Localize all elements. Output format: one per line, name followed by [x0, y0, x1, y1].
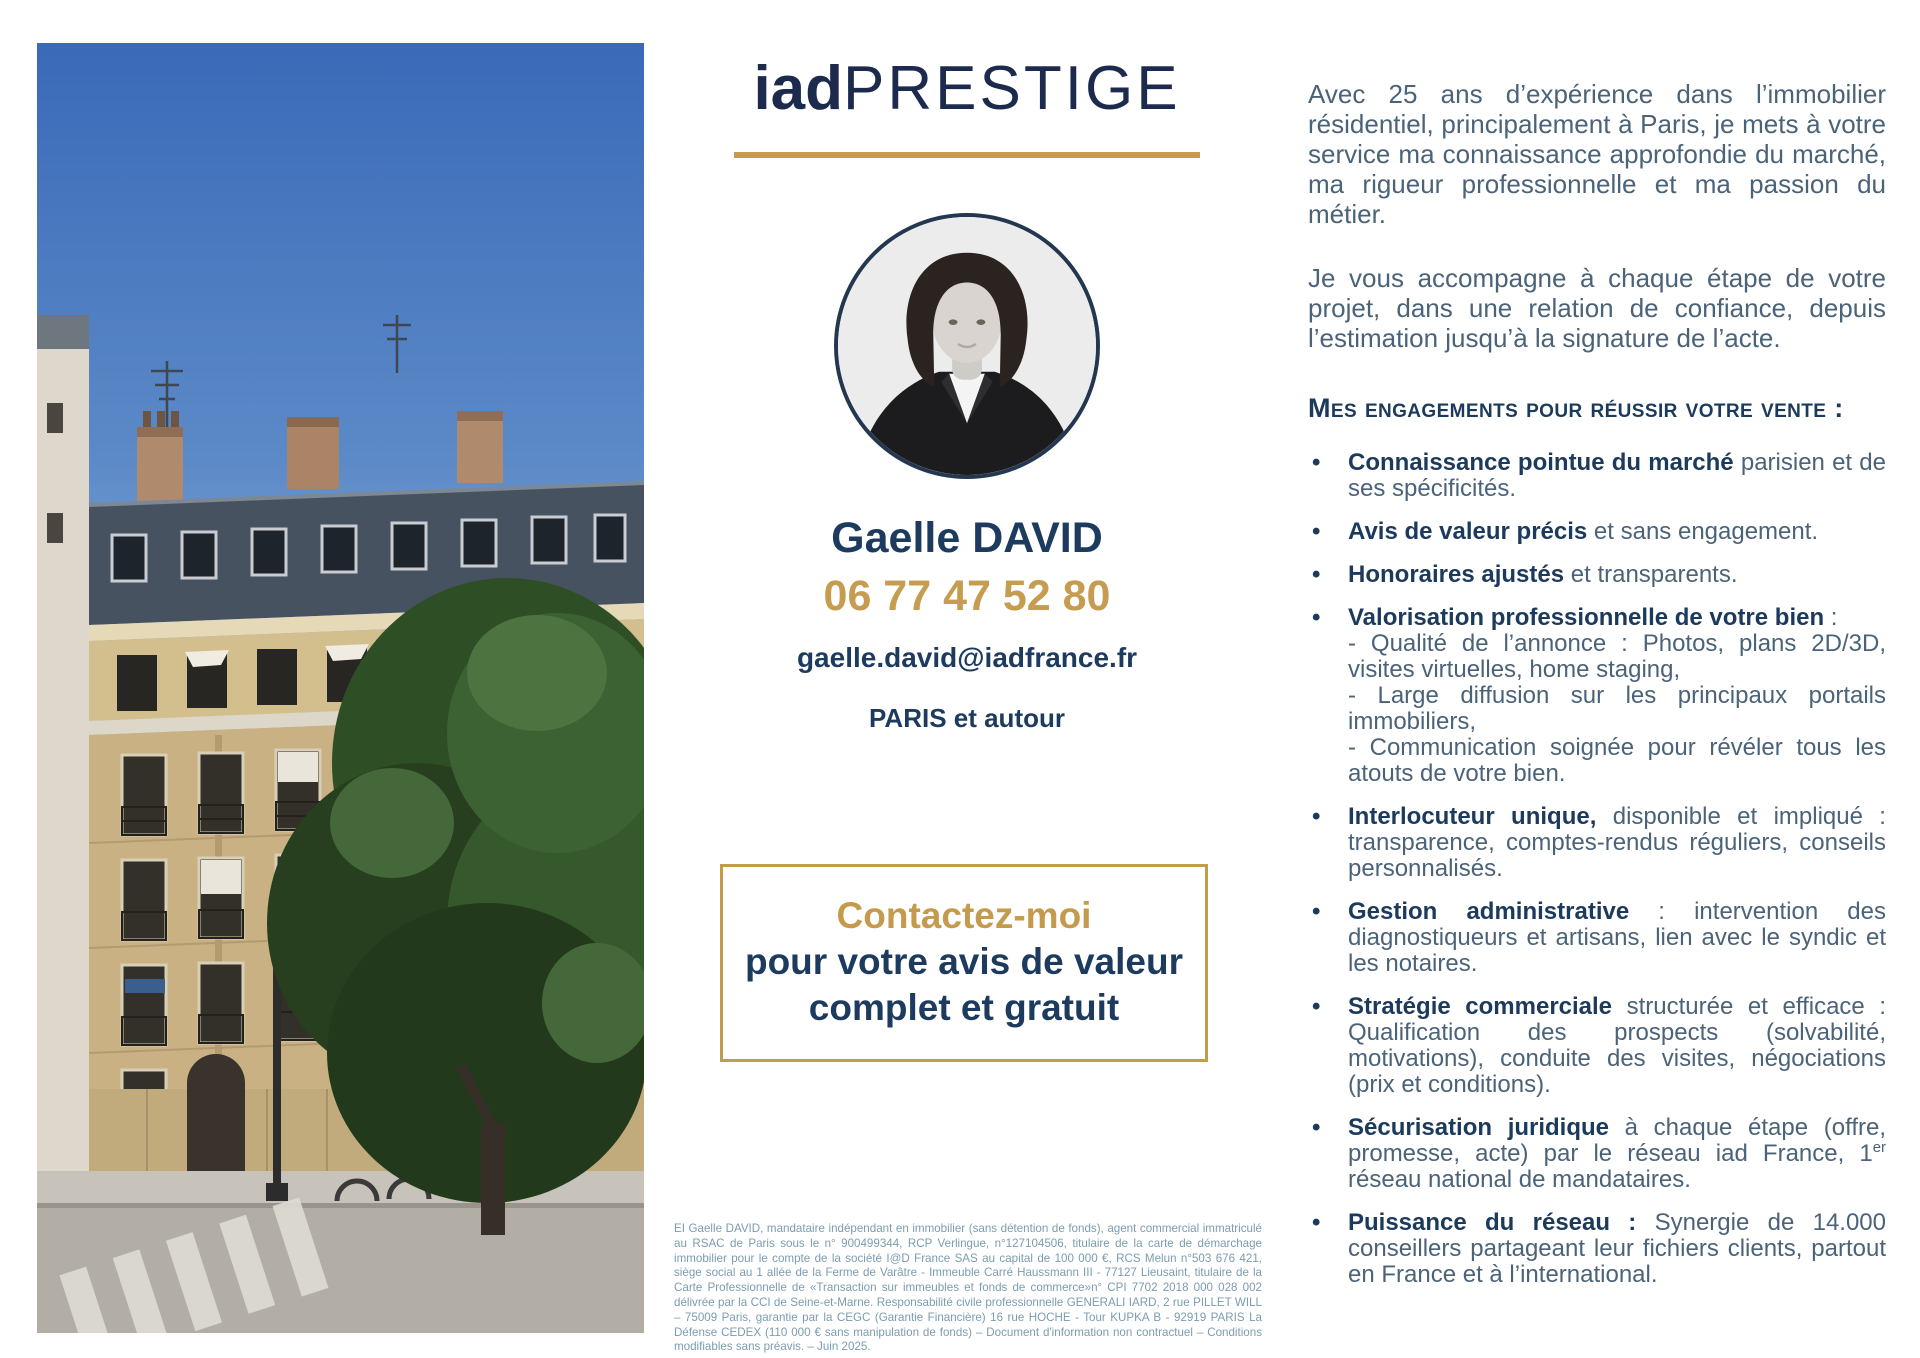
agent-portrait-illustration — [838, 217, 1096, 475]
legal-text: EI Gaelle DAVID, mandataire indépendant en immobilier (sans détention de fonds), agent commercial immatriculé au RSAC de Paris sous le n° 900499344, RCP Verlingue, n°127104506, titulaire de la carte de démarchage immobilier pour le compte de la société I@D France SAS au capital de 100 000 €, RCS Melun n°503 676 421, siège social au 1 allée de la Ferme de Varâtre - Immeuble Carré Haussmann III - 77127 Lieusaint, titulaire de la Carte Professionnelle de «Transaction sur immeubles et fonds de commerce»n° CPI 7702 2018 000 028 002 délivrée par la CCI de Seine-et-Marne. Responsabilité civile professionnelle GENERALI IARD, 2 rue PILLET WILL – 75009 Paris, garantie par la CEGC (Garantie Financière) 16 rue HOCHE - Tour KUPKA B - 92919 PARIS La Défense CEDEX (110 000 € sans manipulation de fonds) – Document d'information non contractuel – Conditions modifiables sans préavis. – Juin 2025. — [674, 1222, 1262, 1354]
engagements-heading: Mes engagements pour réussir votre vente : — [1308, 393, 1844, 423]
bullet-avis-de-valeur: • Avis de valeur précis et sans engagement. — [1308, 519, 1886, 545]
intro-paragraph-2: Je vous accompagne à chaque étape de votre projet, dans une relation de confiance, depuis l’estimation jusqu’à la signature de l’acte. — [1308, 263, 1886, 353]
agent-portrait — [834, 213, 1100, 479]
valorisation-sublines — [1348, 631, 1886, 787]
agent-name: Gaelle DAVID — [831, 514, 1103, 562]
brand-underline — [734, 152, 1200, 158]
bullet-interlocuteur: • Interlocuteur unique, disponible et impliqué : transparence, comptes-rendus réguliers, conseils personnalisés. — [1308, 804, 1886, 882]
cta-line-2: pour votre avis de valeur — [744, 941, 1183, 982]
agent-area: PARIS et autour — [869, 703, 1065, 733]
brand-iad: iad — [753, 54, 844, 123]
bullet-valorisation: • Valorisation professionnelle de votre bien : - Qualité de l’annonce : Photos, plans 2D/3D, visites virtuelles, home staging, - Large diffusion sur les principaux portails immobiliers, - Communication soignée pour révéler tous les atouts de votre bien. — [1308, 605, 1886, 787]
contact-cta-box — [720, 864, 1208, 1062]
paris-building-photo — [37, 43, 644, 1333]
valorisation-subline-3: - Communication soignée pour révéler tous les atouts de votre bien. — [1348, 734, 1886, 787]
right-column — [1308, 79, 1886, 1305]
brand-logo — [647, 54, 1287, 123]
bullet-gestion: • Gestion administrative : intervention des diagnostiqueurs et artisans, lien avec le syndic et les notaires. — [1308, 899, 1886, 977]
valorisation-subline-2: - Large diffusion sur les principaux portails immobiliers, — [1348, 682, 1886, 735]
cta-line-3: complet et gratuit — [808, 987, 1120, 1028]
bullet-securisation: • Sécurisation juridique à chaque étape (offre, promesse, acte) par le réseau iad France, 1er réseau national de mandataires. — [1308, 1115, 1886, 1193]
bullet-strategie: • Stratégie commerciale structurée et efficace : Qualification des prospects (solvabilité, motivations), conduite des visites, négociations (prix et conditions). — [1308, 994, 1886, 1098]
valorisation-subline-1: - Qualité de l’annonce : Photos, plans 2D/3D, visites virtuelles, home staging, — [1348, 630, 1886, 683]
engagements-list — [1308, 450, 1886, 1288]
cta-line-1: Contactez-moi — [836, 895, 1092, 936]
intro-paragraph-1: Avec 25 ans d’expérience dans l’immobilier résidentiel, principalement à Paris, je mets à votre service ma connaissance approfondie du marché, ma rigueur professionnelle et ma passion du métier. — [1308, 79, 1886, 229]
building-photo-illustration — [37, 43, 644, 1333]
agent-phone: 06 77 47 52 80 — [823, 572, 1111, 620]
bullet-connaissance: • Connaissance pointue du marché parisien et de ses spécificités. — [1308, 450, 1886, 502]
brand-prestige: PRESTIGE — [843, 54, 1181, 123]
center-column — [647, 0, 1287, 1358]
bullet-honoraires: • Honoraires ajustés et transparents. — [1308, 562, 1886, 588]
bullet-puissance: • Puissance du réseau : Synergie de 14.000 conseillers partageant leur fichiers clients, partout en France et à l’international. — [1308, 1210, 1886, 1288]
agent-email: gaelle.david@iadfrance.fr — [796, 642, 1138, 673]
